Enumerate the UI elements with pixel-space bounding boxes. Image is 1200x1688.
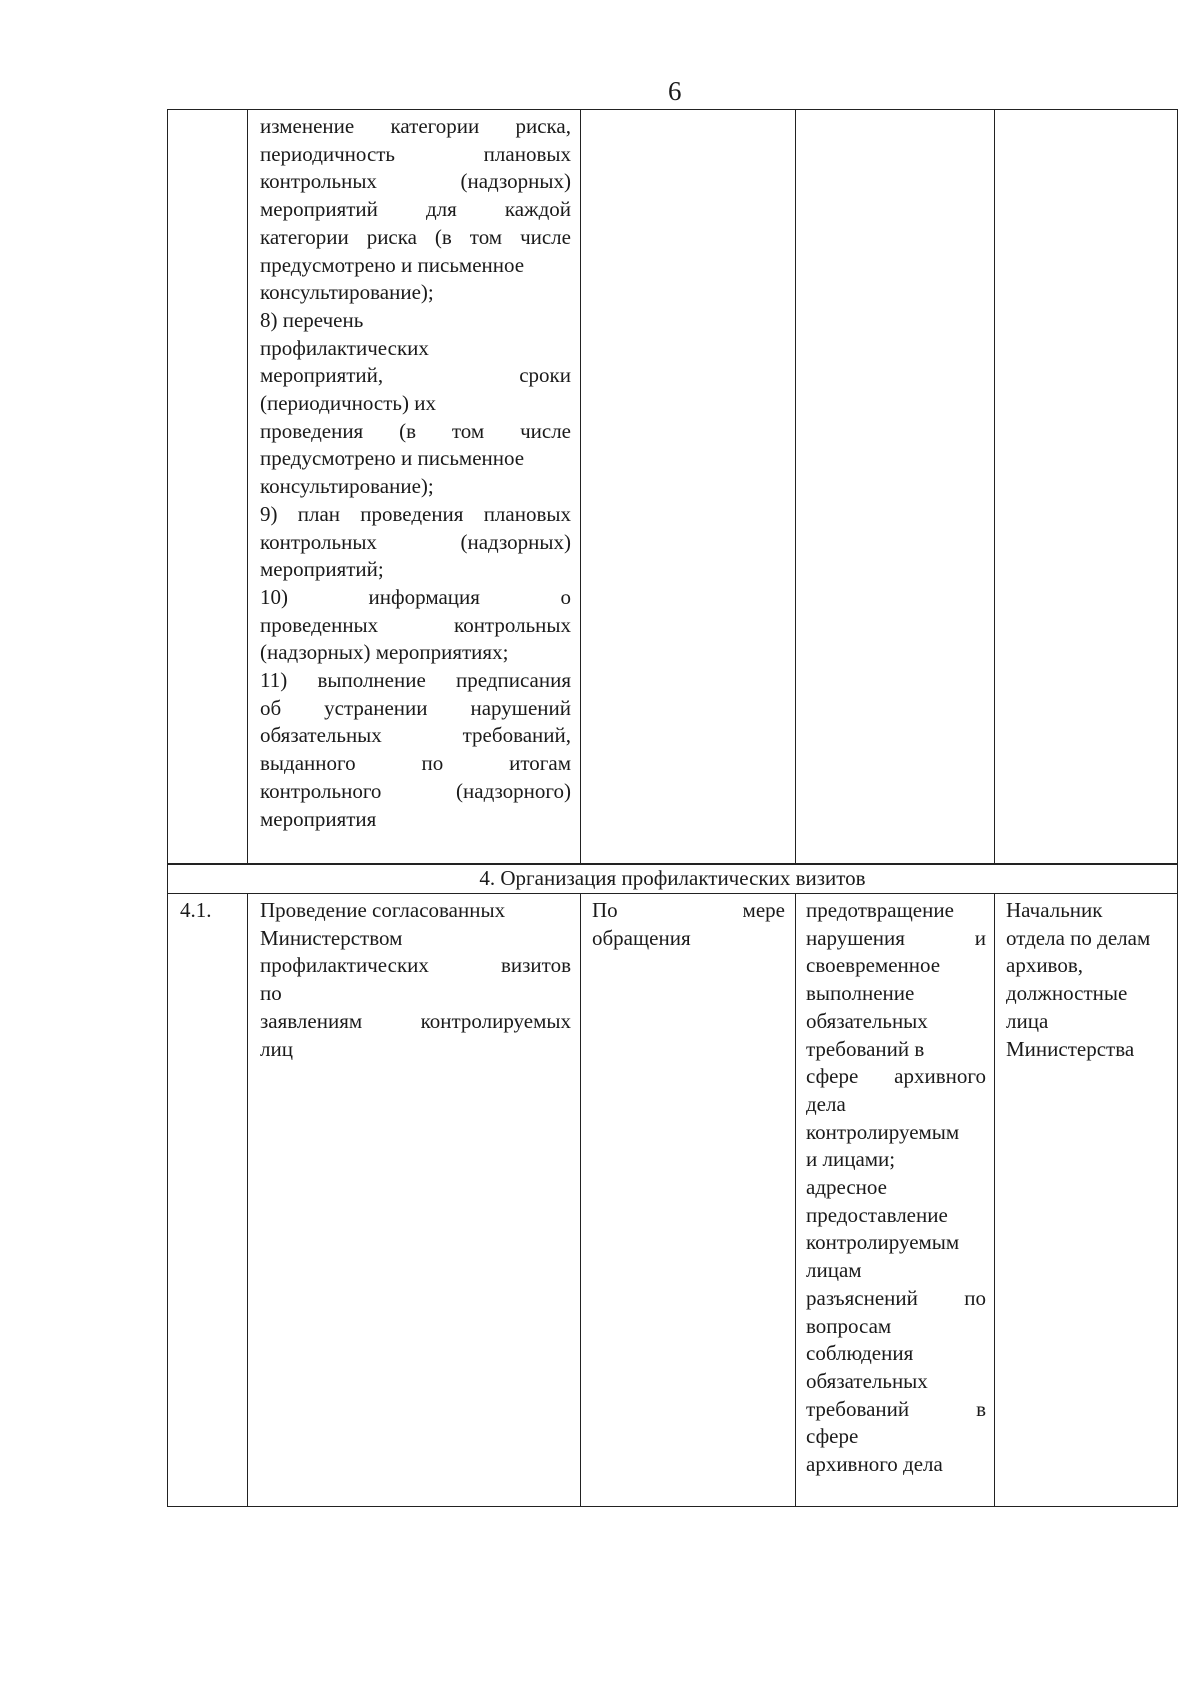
section-header: 4. Организация профилактических визитов (167, 864, 1178, 893)
row-responsible-cell (1006, 897, 1174, 1063)
row-result-cell (806, 897, 986, 1479)
text-line: Министерством (260, 925, 403, 950)
text-line: предотвращение (806, 898, 954, 922)
text-line: архивного дела (806, 1452, 943, 1477)
text-line: мероприятий; (260, 557, 384, 582)
text-line: заявлениям контролируемых (260, 1008, 571, 1033)
text-line: разъяснений по (806, 1285, 986, 1310)
text-line: сфере архивного (806, 1064, 986, 1089)
text-line: лица (1006, 1008, 1049, 1033)
text-line: консультирование); (260, 474, 434, 499)
text-line: обязательных (806, 1368, 928, 1393)
row-description-cell (260, 897, 571, 1063)
text-line: требований в (806, 1396, 986, 1421)
text-line: 11) выполнение предписания (260, 668, 571, 693)
text-line: 9) план проведения плановых (260, 501, 571, 526)
text-line: об устранении нарушений (260, 695, 571, 720)
row-timing-cell (592, 897, 785, 952)
text-line: категории риска (в том числе (260, 224, 571, 249)
text-line: выданного по итогам (260, 751, 571, 776)
continuation-description-cell (260, 113, 571, 833)
column-divider (247, 894, 248, 1506)
column-divider (795, 110, 796, 863)
row-number: 4.1. (180, 898, 212, 922)
text-line: предусмотрено и письменное (260, 446, 525, 471)
text-line: лицам (806, 1258, 862, 1283)
text-line: сфере (806, 1424, 859, 1449)
text-line: проведенных контрольных (260, 612, 571, 637)
text-line: обязательных требований, (260, 723, 571, 748)
column-divider (795, 894, 796, 1506)
text-line: контрольного (надзорного) (260, 778, 571, 803)
text-line: проведения (в том числе (260, 418, 571, 443)
text-line: Начальник (1006, 898, 1103, 922)
text-line: соблюдения (806, 1341, 914, 1366)
column-divider (994, 110, 995, 863)
text-line: лиц (260, 1036, 293, 1061)
text-line: предоставление (806, 1202, 948, 1227)
page-number: 6 (668, 76, 682, 106)
text-line: мероприятия (260, 806, 377, 831)
text-line: должностные (1006, 981, 1128, 1006)
text-line: архивов, (1006, 953, 1083, 978)
text-line: Проведение согласованных (260, 898, 506, 922)
text-line: 10) информация о (260, 584, 571, 609)
text-line: дела (806, 1091, 846, 1116)
text-line: мероприятий, сроки (260, 363, 571, 388)
text-line: 8) перечень (260, 307, 364, 332)
text-line: По мере (592, 898, 785, 922)
column-divider (247, 110, 248, 863)
text-line: периодичность плановых (260, 141, 571, 166)
text-line: требований в (806, 1036, 925, 1061)
text-line: обязательных (806, 1008, 928, 1033)
text-line: нарушения и (806, 925, 986, 950)
text-line: контролируемым (806, 1230, 960, 1255)
text-line: отдела по делам (1006, 925, 1151, 950)
text-line: выполнение (806, 981, 915, 1006)
text-line: адресное (806, 1175, 887, 1200)
text-line: мероприятий для каждой (260, 197, 571, 222)
text-line: контрольных (надзорных) (260, 529, 571, 554)
text-line: (надзорных) мероприятиях; (260, 640, 509, 665)
column-divider (580, 110, 581, 863)
text-line: контролируемым (806, 1119, 960, 1144)
text-line: и лицами; (806, 1147, 896, 1172)
text-line: вопросам (806, 1313, 892, 1338)
column-divider (994, 894, 995, 1506)
text-line: по (260, 981, 282, 1006)
text-line: консультирование); (260, 280, 434, 305)
text-line: своевременное (806, 953, 941, 978)
text-line: контрольных (надзорных) (260, 169, 571, 194)
text-line: обращения (592, 925, 691, 950)
continuation-table (167, 109, 1178, 864)
column-divider (580, 894, 581, 1506)
text-line: профилактических (260, 335, 429, 360)
text-line: (периодичность) их (260, 391, 436, 416)
text-line: Министерства (1006, 1036, 1135, 1061)
table-row-4-1 (167, 893, 1178, 1507)
text-line: профилактических визитов (260, 953, 571, 978)
text-line: изменение категории риска, (260, 114, 571, 138)
text-line: предусмотрено и письменное (260, 252, 525, 277)
